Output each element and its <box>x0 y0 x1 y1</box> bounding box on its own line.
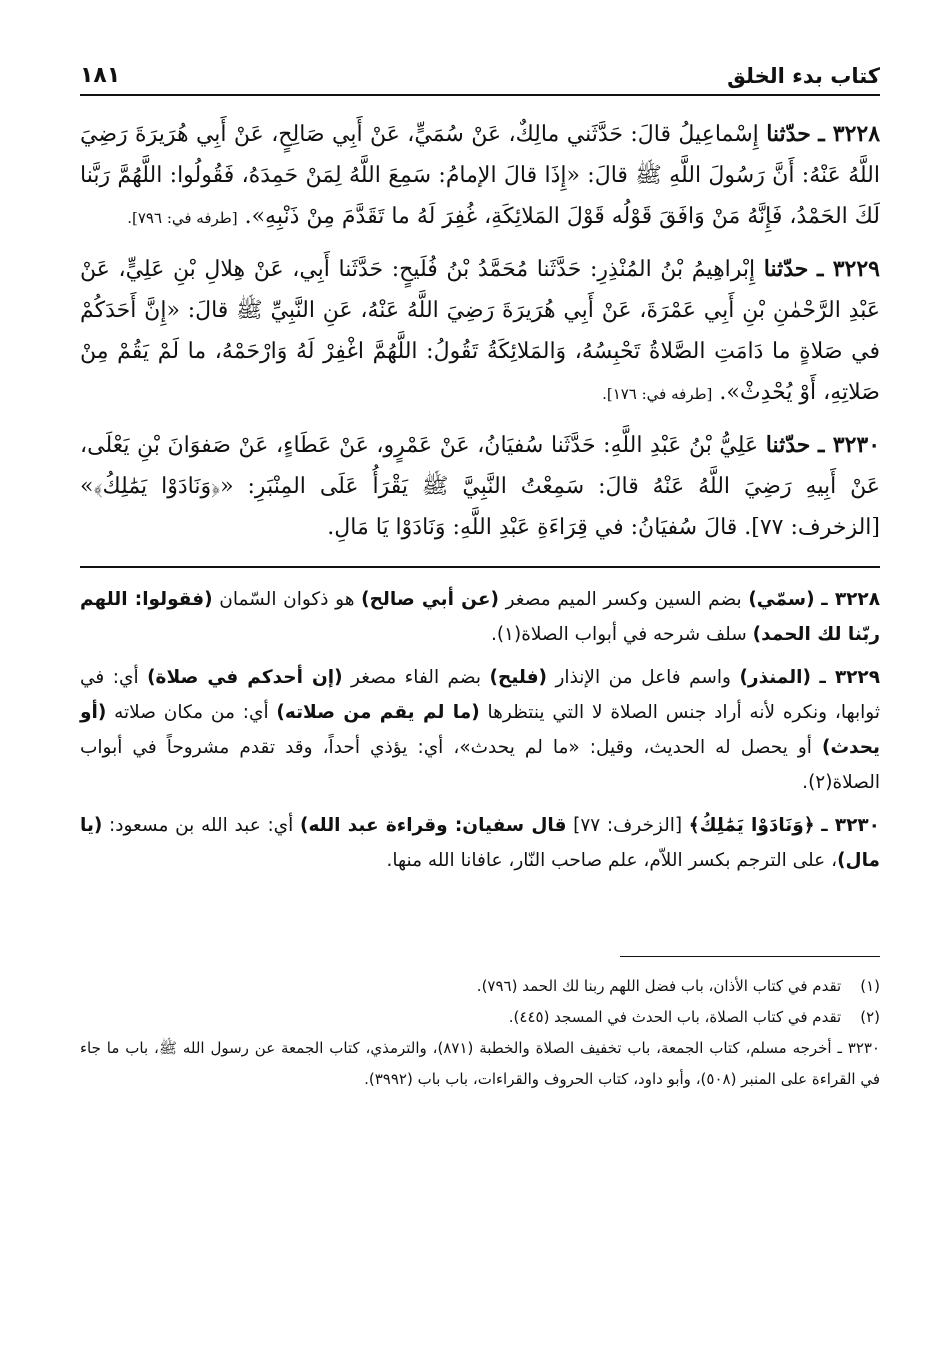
running-title: كتاب بدء الخلق <box>727 64 880 88</box>
commentary-keyword: (المنذر) <box>739 667 811 688</box>
hadith-section <box>80 114 880 548</box>
hadith-text: إِبْراهِيمُ بْنُ المُنْذِرِ: حَدَّثَنا مُحَمَّدُ بْنُ فُلَيحٍ: حَدَّثَنا أَبِي، عَنْ هِلالِ بْنِ عَلِيٍّ، عَنْ عَبْدِ الرَّحْمٰنِ بْنِ أَبِي عَمْرَةَ، عَنْ أَبِي هُرَيرَةَ رَضِيَ اللَّهُ عَنْهُ، عَنِ النَّبِيِّ ﷺ قالَ: «إِنَّ أَحَدَكُمْ في صَلاةٍ ما دَامَتِ الصَّلاةُ تَحْبِسُهُ، وَالمَلائِكَةُ تَقُولُ: اللَّهُمَّ اغْفِرْ لَهُ وَارْحَمْهُ، ما لَمْ يَقُمْ مِنْ صَلاتِهِ، أَوْ يُحْدِثْ». <box>80 257 880 405</box>
hadith-number: ٣٢٣٠ ـ <box>818 432 881 458</box>
footnote-1 <box>80 971 880 1002</box>
commentary-number: ٣٢٢٨ ـ <box>821 589 880 610</box>
commentary-text <box>80 589 880 645</box>
commentary-3228 <box>80 582 880 652</box>
hadith-3228 <box>80 114 880 239</box>
commentary-segment: . <box>802 772 809 793</box>
commentary-segment: . <box>490 624 497 645</box>
commentary-segment: أي: في ثوابها، ونكره لأنه أراد جنس الصلاة لا التي ينتظرها <box>80 667 880 723</box>
commentary-segment: بضم السين وكسر الميم مصغر <box>498 589 749 610</box>
footnote-text: أخرجه مسلم، كتاب الجمعة، باب تخفيف الصلاة والخطبة (٨٧١)، والترمذي، كتاب الجمعة عن رسول الله ﷺ، باب ما جاء في القراءة على المنبر (٥٠٨)، وأبو داود، كتاب الحروف والقراءات، باب باب (٣٩٩٢). <box>80 1039 880 1088</box>
hadith-3229 <box>80 249 880 415</box>
commentary-keyword: (يا مال) <box>80 815 880 871</box>
footnotes <box>80 971 880 1095</box>
book-page <box>80 52 880 1095</box>
commentary-segment: أي: عبد الله بن مسعود: <box>102 815 300 836</box>
commentary-text <box>80 815 880 871</box>
commentary-segment: أي: من مكان صلاته <box>106 702 277 723</box>
commentary-text <box>80 667 880 793</box>
footnote-marker: ٣٢٣٠ ـ <box>837 1039 880 1057</box>
footnote-marker: (١) <box>860 977 880 995</box>
footnote-rule <box>620 956 880 957</box>
commentary-segment: بضم الفاء مصغر <box>342 667 490 688</box>
hadith-reference: [طرفه في: ١٧٦]. <box>602 385 713 403</box>
commentary-segment: ، على الترجم بكسر اللاّم، علم صاحب النّار، عافانا الله منها. <box>386 850 838 871</box>
footnote-3230 <box>80 1033 880 1095</box>
commentary-segment: أو يحصل له الحديث، وقيل: «ما لم يحدث»، أي: يؤذي أحداً، وقد تقدم مشروحاً في أبواب الصلاة <box>80 737 880 793</box>
commentary-keyword: (فليح) <box>489 667 548 688</box>
commentary-section <box>80 582 880 878</box>
hadith-lead: حدّثنا <box>766 121 811 147</box>
hadith-lead: حدّثنا <box>765 432 811 458</box>
commentary-segment: (٢) <box>808 772 833 793</box>
commentary-segment: واسم فاعل من الإنذار <box>547 667 740 688</box>
hadith-text: عَلِيُّ بْنُ عَبْدِ اللَّهِ: حَدَّثَنا سُفيَانُ، عَنْ عَمْرٍو، عَنْ عَطَاءٍ، عَنْ صَفوَانَ بْنِ يَعْلَى، عَنْ أَبِيهِ رَضِيَ اللَّهُ عَنْهُ قالَ: سَمِعْتُ النَّبِيَّ ﷺ يَقْرَأُ عَلَى المِنْبَرِ: «﴿وَنَادَوْا يَمَٰلِكُ﴾» [الزخرف: ٧٧]. قالَ سُفيَانُ: في قِرَاءَةِ عَبْدِ اللَّهِ: وَنَادَوْا يَا مَالِ. <box>80 433 880 540</box>
commentary-keyword: (سمّي) <box>748 589 815 610</box>
commentary-number: ٣٢٣٠ ـ <box>821 815 880 836</box>
commentary-keyword: قال سفيان: وقراءة عبد الله) <box>299 815 567 836</box>
page-header <box>80 52 880 96</box>
commentary-segment: هو ذكوان السّمان <box>212 589 362 610</box>
footnote-2 <box>80 1002 880 1033</box>
hadith-number: ٣٢٢٩ ـ <box>817 256 880 282</box>
hadith-text: إِسْماعِيلُ قالَ: حَدَّثَني مالِكٌ، عَنْ سُمَيٍّ، عَنْ أَبِي صَالِحٍ، عَنْ أَبِي هُرَيرَةَ رَضِيَ اللَّهُ عَنْهُ: أَنَّ رَسُولَ اللَّهِ ﷺ قالَ: «إِذَا قالَ الإمامُ: سَمِعَ اللَّهُ لِمَنْ حَمِدَهُ، فَقُولُوا: اللَّهُمَّ رَبَّنا لَكَ الحَمْدُ، فَإِنَّهُ مَنْ وَافَقَ قَوْلُه قَوْلَ المَلائِكَةِ، غُفِرَ لَهُ ما تَقَدَّمَ مِنْ ذَنْبِهِ». <box>80 122 880 229</box>
hadith-reference: [طرفه في: ٧٩٦]. <box>127 209 238 227</box>
commentary-segment: [الزخرف: ٧٧] <box>566 815 689 836</box>
commentary-keyword: (فقولوا: اللهم ربّنا لك الحمد) <box>80 589 880 645</box>
hadith-number: ٣٢٢٨ ـ <box>818 121 881 147</box>
footnote-marker: (٢) <box>860 1008 880 1026</box>
commentary-3229 <box>80 660 880 800</box>
hadith-lead: حدّثنا <box>763 256 809 282</box>
commentary-keyword: (ما لم يقم من صلاته) <box>276 702 480 723</box>
commentary-keyword: (أو يحدث) <box>80 702 880 758</box>
footnote-text: تقدم في كتاب الصلاة، باب الحدث في المسجد (٤٤٥). <box>508 1008 842 1026</box>
commentary-keyword: (عن أبي صالح) <box>361 589 499 610</box>
footnote-text: تقدم في كتاب الأذان، باب فضل اللهم ربنا لك الحمد (٧٩٦). <box>476 977 842 995</box>
commentary-keyword: ﴿وَنَادَوْا يَمَٰلِكُ﴾ <box>688 815 815 836</box>
commentary-number: ٣٢٢٩ ـ <box>819 667 880 688</box>
hadith-3230 <box>80 425 880 548</box>
commentary-keyword: (إن أحدكم في صلاة) <box>147 667 343 688</box>
commentary-segment: سلف شرحه في أبواب الصلاة <box>521 624 753 645</box>
commentary-3230 <box>80 808 880 878</box>
section-divider <box>80 566 880 568</box>
commentary-segment: (١) <box>496 624 522 645</box>
page-number: ١٨١ <box>80 63 121 88</box>
